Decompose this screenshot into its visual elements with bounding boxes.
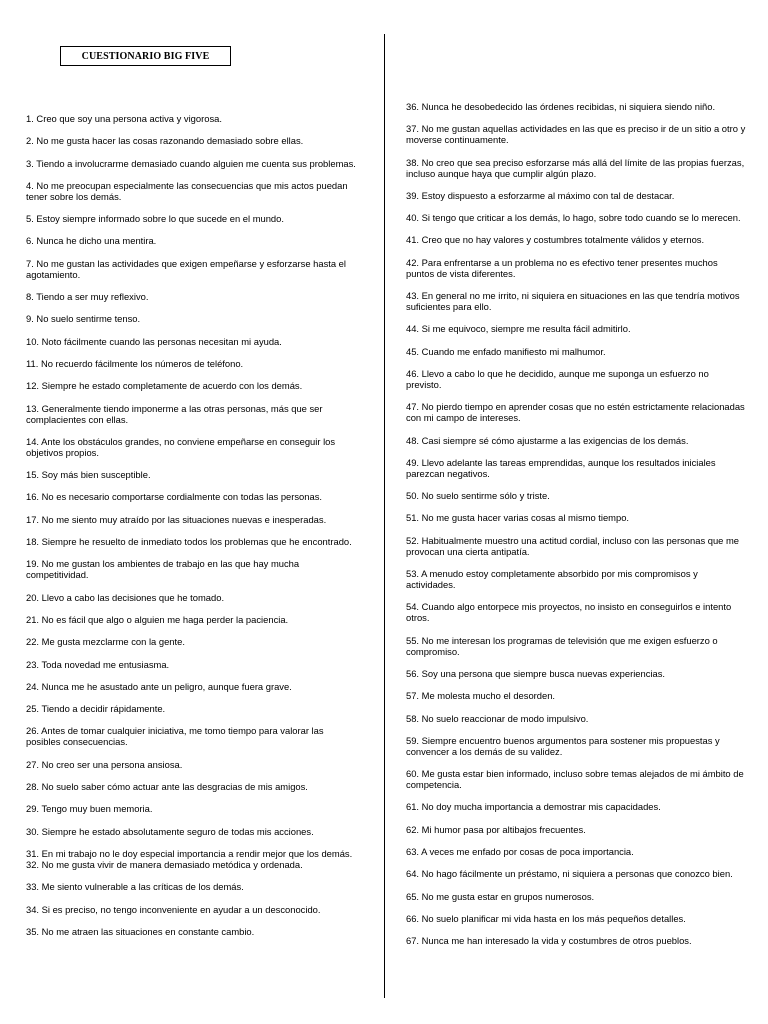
question-item: 2. No me gusta hacer las cosas razonando demasiado sobre ellas. xyxy=(26,135,304,147)
question-item: 59. Siempre encuentro buenos argumentos para sostener mis propuestas y convencer a los demás de su validez. xyxy=(406,734,720,757)
question-item: 45. Cuando me enfado manifiesto mi malhumor. xyxy=(406,345,606,357)
question-item: 26. Antes de tomar cualquier iniciativa, me tomo tiempo para valorar las posibles consecuencias. xyxy=(26,725,324,748)
question-item: 43. En general no me irrito, ni siquiera en situaciones en las que tendría motivos suficientes para ello. xyxy=(406,290,740,313)
question-item: 20. Llevo a cabo las decisiones que he tomado. xyxy=(26,591,225,603)
question-item: 57. Me molesta mucho el desorden. xyxy=(406,690,556,702)
question-item: 11. No recuerdo fácilmente los números de teléfono. xyxy=(26,357,244,369)
question-item: 49. Llevo adelante las tareas emprendidas, aunque los resultados iniciales parezcan negativos. xyxy=(406,456,716,479)
question-item: 7. No me gustan las actividades que exigen empeñarse y esforzarse hasta el agotamiento. xyxy=(26,257,346,280)
question-item: 39. Estoy dispuesto a esforzarme al máximo con tal de destacar. xyxy=(406,189,675,201)
question-item: 41. Creo que no hay valores y costumbres totalmente válidos y eternos. xyxy=(406,234,705,246)
question-item: 67. Nunca me han interesado la vida y costumbres de otros pueblos. xyxy=(406,935,692,947)
column-divider xyxy=(384,34,385,998)
question-item: 36. Nunca he desobedecido las órdenes recibidas, ni siquiera siendo niño. xyxy=(406,101,716,112)
question-item: 58. No suelo reaccionar de modo impulsivo. xyxy=(406,712,589,724)
question-item: 1. Creo que soy una persona activa y vigorosa. xyxy=(26,113,222,124)
question-item: 51. No me gusta hacer varias cosas al mismo tiempo. xyxy=(406,512,630,524)
question-item: 30. Siempre he estado absolutamente seguro de todas mis acciones. xyxy=(26,825,314,837)
question-item: 29. Tengo muy buen memoria. xyxy=(26,803,153,815)
question-item: 65. No me gusta estar en grupos numerosos. xyxy=(406,890,595,902)
question-item: 35. No me atraen las situaciones en constante cambio. xyxy=(26,925,255,937)
question-item: 25. Tiendo a decidir rápidamente. xyxy=(26,703,166,715)
question-item: 37. No me gustan aquellas actividades en las que es preciso ir de un sitio a otro y moverse continuamente. xyxy=(406,123,746,146)
question-item: 24. Nunca me he asustado ante un peligro, aunque fuera grave. xyxy=(26,680,292,692)
question-item: 33. Me siento vulnerable a las críticas de los demás. xyxy=(26,881,244,893)
question-item: 6. Nunca he dicho una mentira. xyxy=(26,235,157,247)
question-item: 18. Siempre he resuelto de inmediato todos los problemas que he encontrado. xyxy=(26,536,352,548)
question-item: 21. No es fácil que algo o alguien me haga perder la paciencia. xyxy=(26,613,289,625)
question-item: 54. Cuando algo entorpece mis proyectos, no insisto en conseguirlos e intento otros. xyxy=(406,601,732,624)
question-item: 62. Mi humor pasa por altibajos frecuentes. xyxy=(406,823,586,835)
question-item: 40. Si tengo que criticar a los demás, lo hago, sobre todo cuando se lo merecen. xyxy=(406,212,741,224)
question-item: 28. No suelo saber cómo actuar ante las desgracias de mis amigos. xyxy=(26,781,308,793)
question-item: 9. No suelo sentirme tenso. xyxy=(26,313,141,325)
question-item: 48. Casi siempre sé cómo ajustarme a las exigencias de los demás. xyxy=(406,434,689,446)
question-item: 44. Si me equivoco, siempre me resulta fácil admitirlo. xyxy=(406,323,631,335)
question-item: 27. No creo ser una persona ansiosa. xyxy=(26,758,183,770)
question-item: 46. Llevo a cabo lo que he decidido, aunque me suponga un esfuerzo no previsto. xyxy=(406,367,709,390)
question-item: 19. No me gustan los ambientes de trabajo en las que hay mucha competitividad. xyxy=(26,558,300,581)
question-item: 66. No suelo planificar mi vida hasta en los más pequeños detalles. xyxy=(406,912,686,924)
question-item: 10. Noto fácilmente cuando las personas necesitan mi ayuda. xyxy=(26,335,282,347)
question-item: 63. A veces me enfado por cosas de poca importancia. xyxy=(406,846,634,858)
question-item: 32. No me gusta vivir de manera demasiado metódica y ordenada. xyxy=(26,858,303,870)
question-item: 14. Ante los obstáculos grandes, no conviene empeñarse en conseguir los objetivos propios. xyxy=(26,435,336,458)
question-item: 53. A menudo estoy completamente absorbido por mis compromisos y actividades. xyxy=(406,568,698,591)
question-item: 12. Siempre he estado completamente de acuerdo con los demás. xyxy=(26,380,303,392)
question-item: 34. Si es preciso, no tengo inconveniente en ayudar a un desconocido. xyxy=(26,903,321,915)
question-item: 56. Soy una persona que siempre busca nuevas experiencias. xyxy=(406,667,666,679)
questionnaire-title: CUESTIONARIO BIG FIVE xyxy=(60,46,231,66)
question-item: 50. No suelo sentirme sólo y triste. xyxy=(406,490,550,502)
question-item: 5. Estoy siempre informado sobre lo que sucede en el mundo. xyxy=(26,213,284,225)
question-item: 38. No creo que sea preciso esforzarse más allá del límite de las propias fuerzas, incluso aunque haya que cumplir algún plazo. xyxy=(406,156,745,179)
question-item: 4. No me preocupan especialmente las consecuencias que mis actos puedan tener sobre los demás. xyxy=(26,179,348,202)
question-item: 61. No doy mucha importancia a demostrar mis capacidades. xyxy=(406,801,661,813)
question-item: 15. Soy más bien susceptible. xyxy=(26,469,151,481)
question-item: 55. No me interesan los programas de televisión que me exigen esfuerzo o compromiso. xyxy=(406,634,718,657)
question-item: 22. Me gusta mezclarme con la gente. xyxy=(26,636,185,648)
question-item: 23. Toda novedad me entusiasma. xyxy=(26,658,170,670)
question-item: 47. No pierdo tiempo en aprender cosas que no estén estrictamente relacionadas con mi campo de intereses. xyxy=(406,401,745,424)
question-item: 60. Me gusta estar bien informado, incluso sobre temas alejados de mi ámbito de competencia. xyxy=(406,768,744,791)
question-item: 42. Para enfrentarse a un problema no es efectivo tener presentes muchos puntos de vista diferentes. xyxy=(406,256,718,279)
question-item: 17. No me siento muy atraído por las situaciones nuevas e inesperadas. xyxy=(26,513,327,525)
question-item: 52. Habitualmente muestro una actitud cordial, incluso con las personas que me provocan una cierta antipatía. xyxy=(406,534,740,557)
right-column xyxy=(406,101,746,958)
left-column xyxy=(26,113,358,948)
question-item: 31. En mi trabajo no le doy especial importancia a rendir mejor que los demás. xyxy=(26,847,353,859)
question-item: 3. Tiendo a involucrarme demasiado cuando alguien me cuenta sus problemas. xyxy=(26,157,356,169)
question-item: 13. Generalmente tiendo imponerme a las otras personas, más que ser complacientes con ellas. xyxy=(26,402,323,425)
question-item: 64. No hago fácilmente un préstamo, ni siquiera a personas que conozco bien. xyxy=(406,868,733,880)
question-item: 16. No es necesario comportarse cordialmente con todas las personas. xyxy=(26,491,322,503)
question-item: 8. Tiendo a ser muy reflexivo. xyxy=(26,291,149,303)
